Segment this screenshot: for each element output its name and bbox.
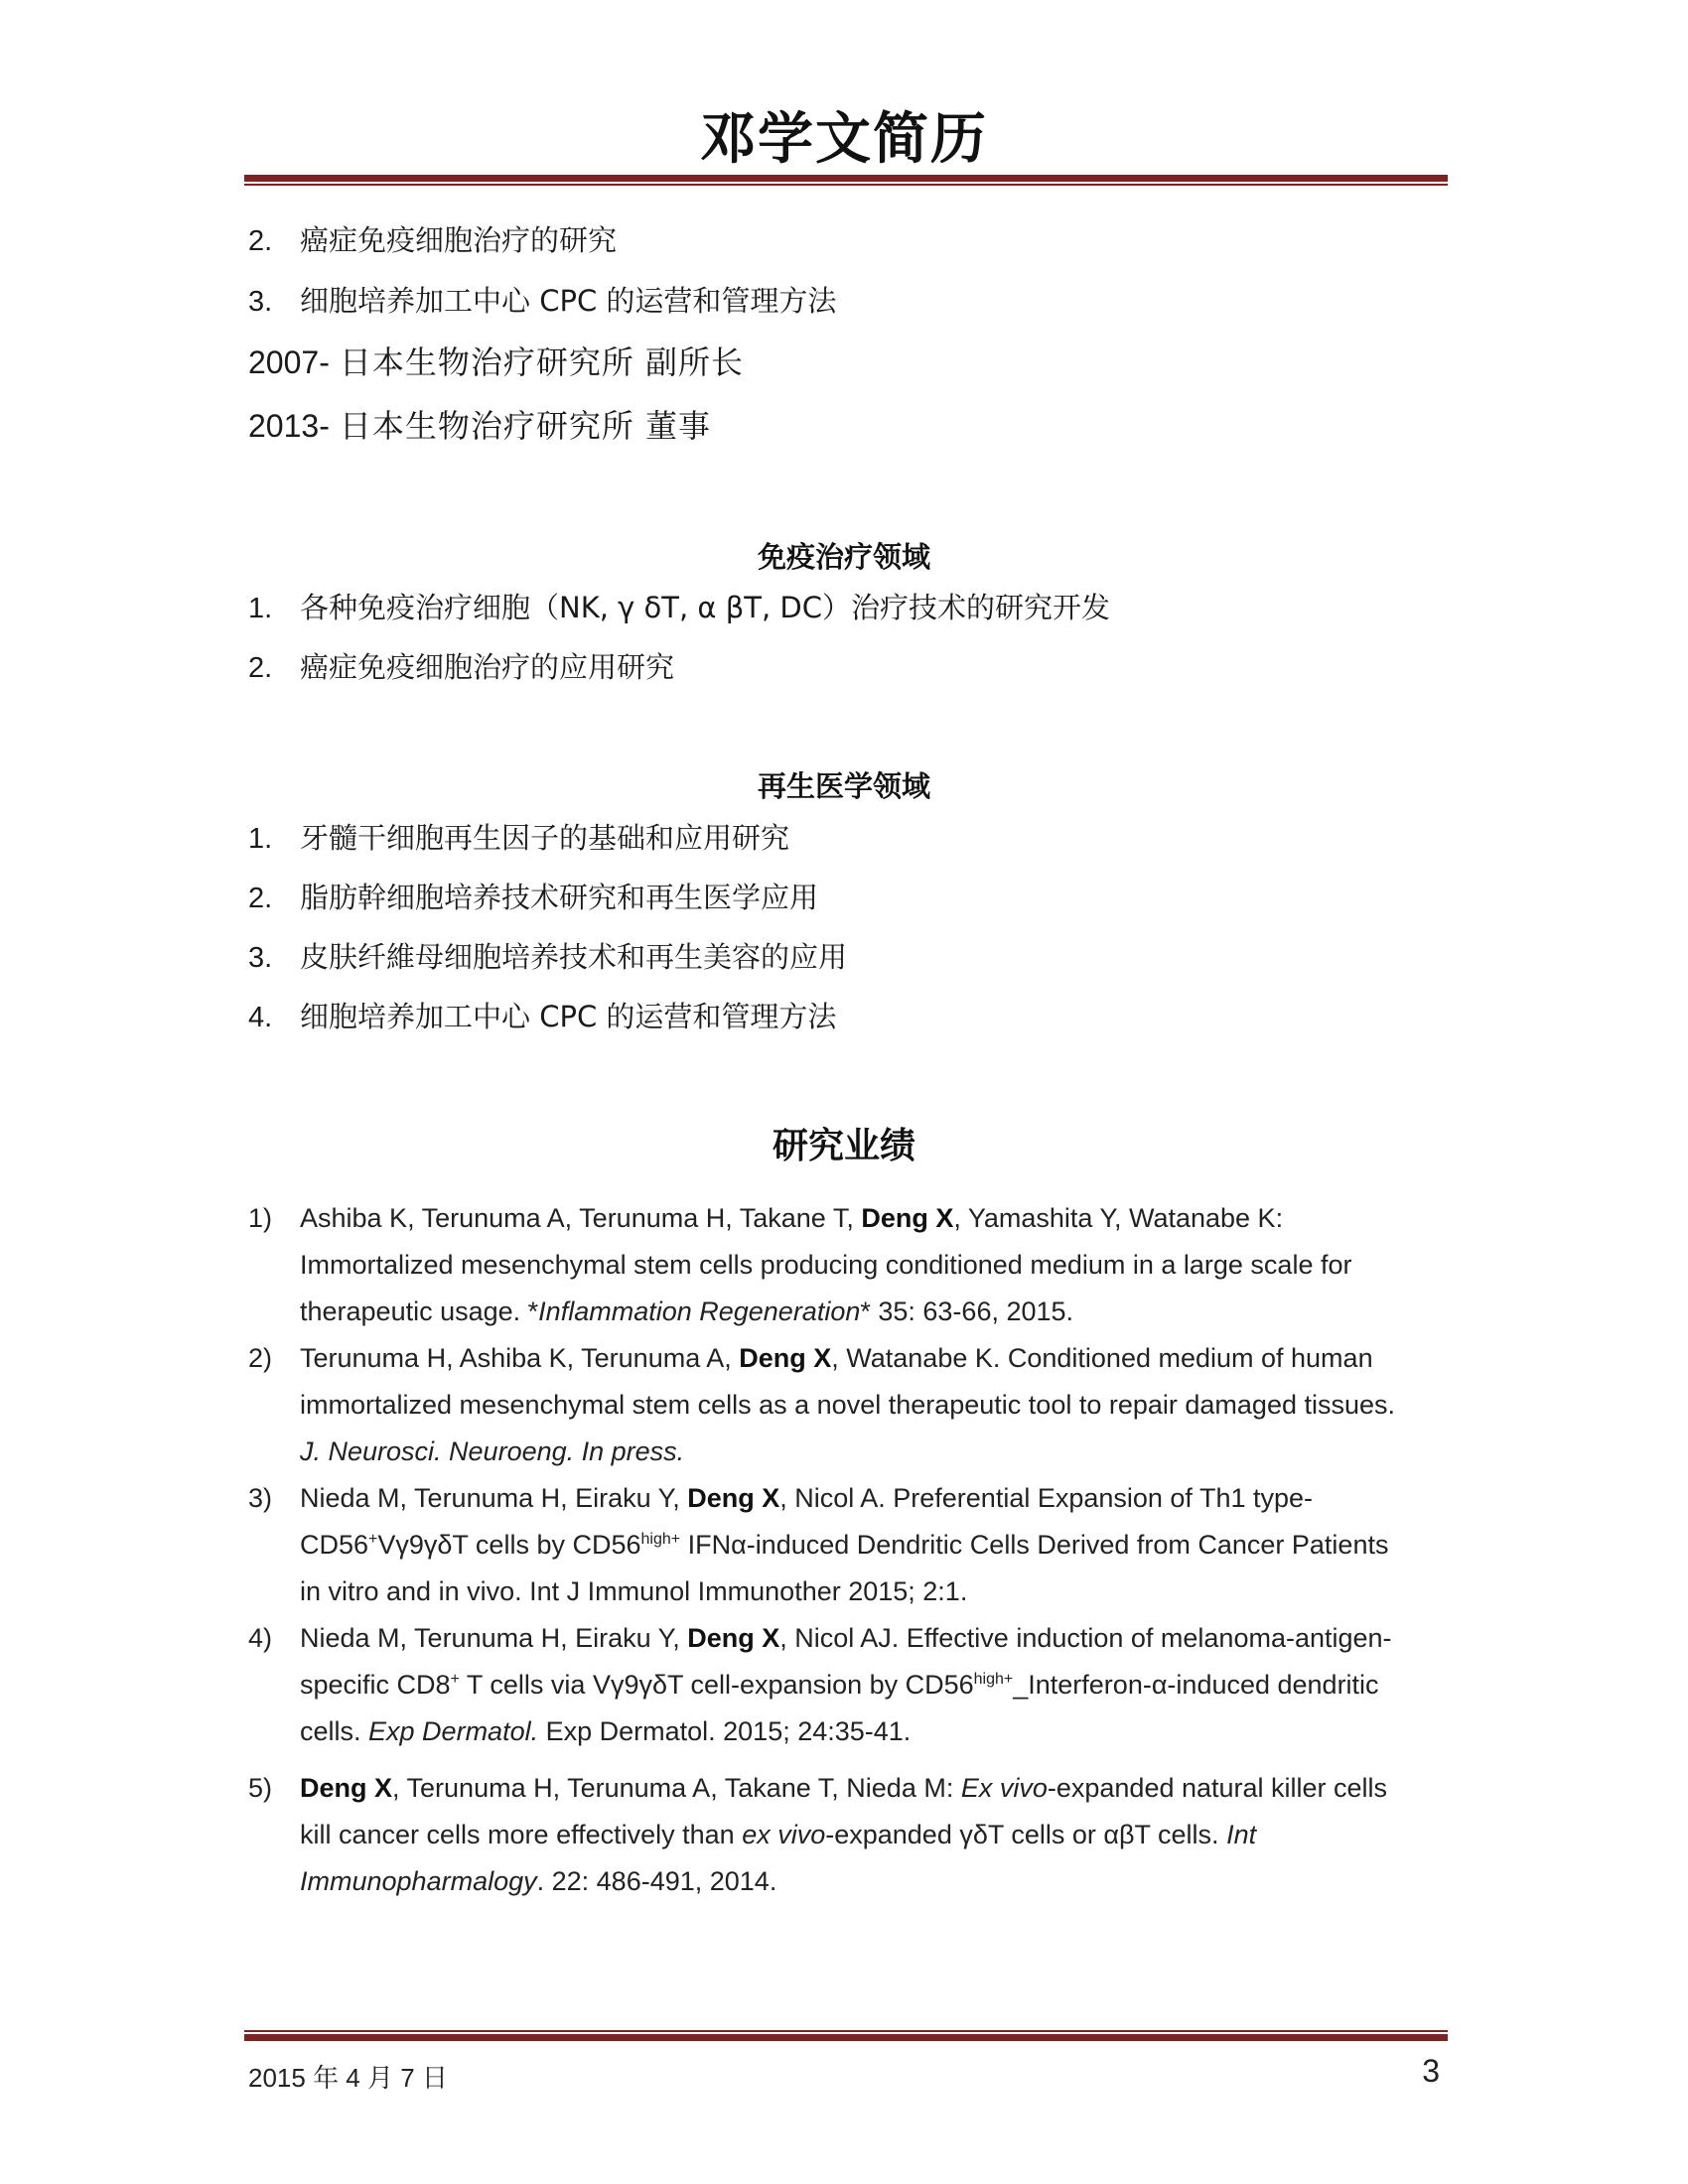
regen-item: 1. 牙髓干细胞再生因子的基础和应用研究 (248, 821, 790, 855)
regen-item: 3. 皮肤纤維母细胞培养技术和再生美容的应用 (248, 940, 848, 974)
reference-item: 2) Terunuma H, Ashiba K, Terunuma A, Deng X, Watanabe K. Conditioned medium of human immortalized mesenchymal stem cells as a novel therapeutic tool to repair damaged tissues. J. Neurosci. Neuroeng. In press. (248, 1343, 1396, 1466)
footer-divider (244, 2030, 1448, 2041)
immuno-item: 2. 癌症免疫细胞治疗的应用研究 (248, 650, 675, 684)
immuno-heading: 免疫治疗领域 (757, 540, 930, 574)
position-entry: 2013- 日本生物治疗研究所 董事 (248, 407, 712, 445)
research-heading: 研究业绩 (772, 1126, 915, 1166)
position-entry: 2007- 日本生物治疗研究所 副所长 (248, 343, 745, 381)
page-number: 3 (1422, 2053, 1440, 2089)
reference-item: 5) Deng X, Terunuma H, Terunuma A, Takane T, Nieda M: Ex vivo-expanded natural killer cells kill cancer cells more effectively than ex vivo-expanded γδT cells or αβT cells. Int Immunopharmalogy. 22: 486-491, 2014. (248, 1773, 1388, 1896)
regen-heading: 再生医学领域 (757, 769, 930, 803)
reference-item: 1) Ashiba K, Terunuma A, Terunuma H, Takane T, Deng X, Yamashita Y, Watanabe K: Immortalized mesenchymal stem cells producing conditioned medium in a large scale for therapeutic usage. *Inflammation Regeneration* 35: 63-66, 2015. (248, 1203, 1352, 1326)
immuno-item: 1. 各种免疫治疗细胞（NK, γ δT, α βT, DC）治疗技术的研究开发 (248, 591, 1110, 624)
footer-date: 2015 年 4 月 7 日 (248, 2063, 448, 2093)
reference-item: 3) Nieda M, Terunuma H, Eiraku Y, Deng X, Nicol A. Preferential Expansion of Th1 type- CD56+Vγ9γδT cells by $CD56^{high+}$ IFNα-induced Dendritic Cells Derived from Cancer Patients in vitro and in vivo. Int J Immunol Immunother 2015; 2:1. (248, 1483, 1389, 1606)
page-title: 邓学文简历 (700, 106, 988, 172)
reference-item: 4) Nieda M, Terunuma H, Eiraku Y, Deng X, Nicol AJ. Effective induction of melanoma-antigen- specific CD8+ T cells via Vγ9γδT cell-expansion by $CD56^{high+}\_Interferon-\alpha$-induced dendritic cells. Exp Dermatol. Exp Dermatol. 2015; 24:35-41. (248, 1623, 1392, 1746)
header-divider (244, 175, 1448, 186)
career-item: 3. 细胞培养加工中心 CPC 的运营和管理方法 (248, 284, 837, 318)
regen-item: 4. 细胞培养加工中心 CPC 的运营和管理方法 (248, 1000, 837, 1033)
career-item: 2. 癌症免疫细胞治疗的研究 (248, 223, 618, 257)
regen-item: 2. 脂肪幹细胞培养技术研究和再生医学应用 (248, 881, 819, 914)
